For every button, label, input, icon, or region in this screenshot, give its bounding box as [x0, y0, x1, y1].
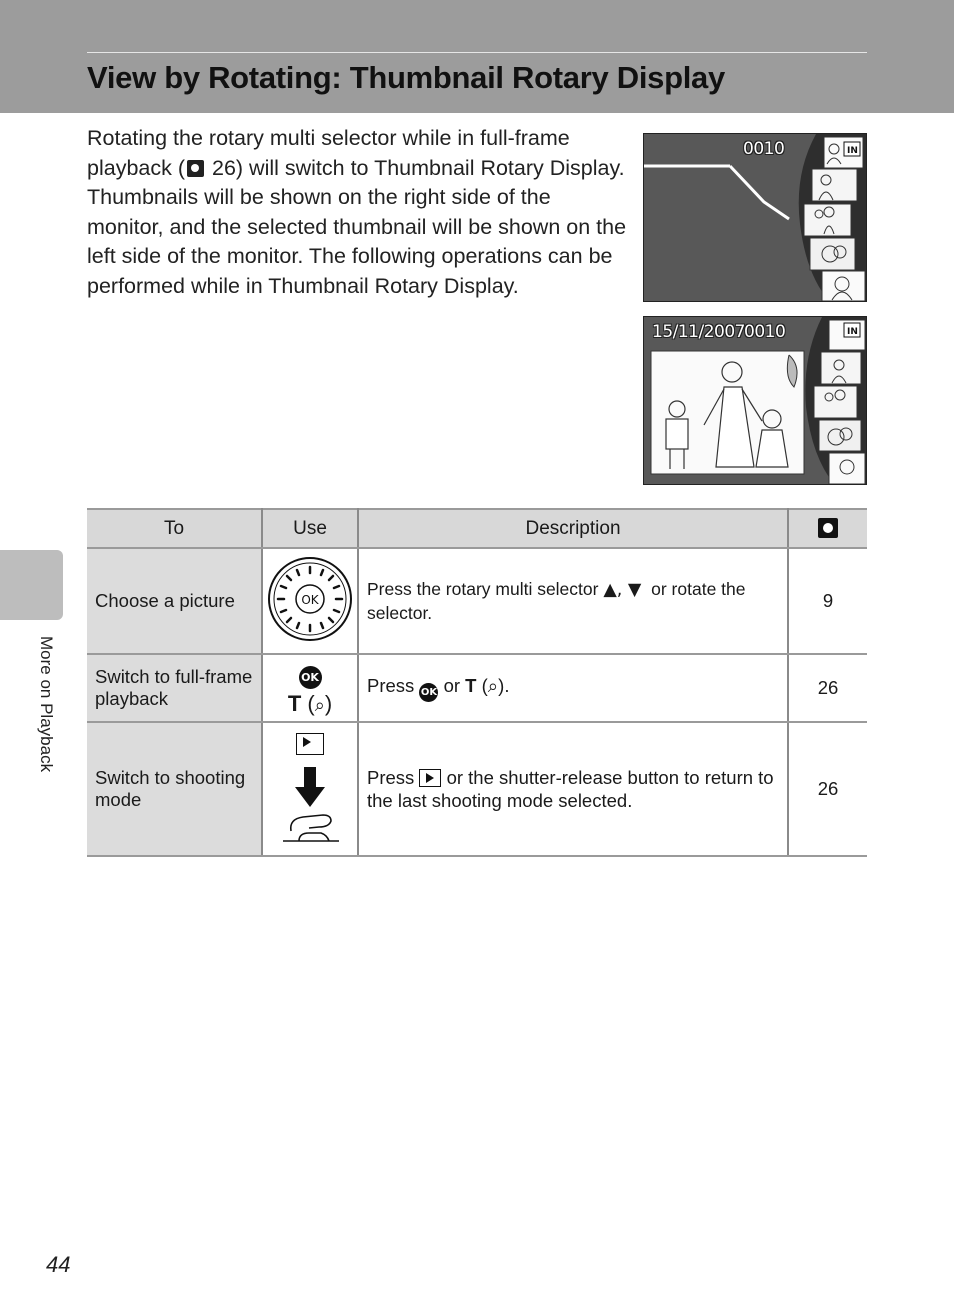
row-action: Switch to full-frame playback [87, 654, 262, 722]
rotary-display-screen-bottom [643, 316, 867, 485]
row-page: 9 [788, 548, 867, 654]
page-header-band [0, 0, 954, 113]
header-page [788, 509, 867, 548]
page-number: 44 [46, 1252, 71, 1277]
shutter-release-icon [279, 811, 341, 845]
row-action: Switch to shooting mode [87, 722, 262, 856]
header-description: Description [358, 509, 788, 548]
row-description [358, 548, 788, 654]
row-action: Choose a picture [87, 548, 262, 654]
paren-open: ( [307, 690, 315, 716]
rotary-display-illustration [644, 134, 866, 301]
table-row [87, 654, 867, 722]
page-title: View by Rotating: Thumbnail Rotary Display [87, 60, 725, 95]
magnifier-icon: ⌕ [314, 694, 325, 715]
row-page: 26 [788, 654, 867, 722]
intro-ref-page: 26 [211, 155, 236, 180]
paren-open: ( [481, 675, 488, 696]
description-text: Press [367, 767, 415, 788]
row-page: 26 [788, 722, 867, 856]
page-reference-icon [187, 160, 204, 177]
operations-table [87, 508, 867, 857]
rotary-display-screen-top [643, 133, 867, 302]
header-use: Use [262, 509, 358, 548]
description-text: or [443, 675, 461, 696]
zoom-t-icon: T [465, 675, 477, 696]
row-use [262, 654, 358, 722]
rotary-multi-selector-icon [267, 556, 353, 642]
header-rule [87, 52, 867, 53]
down-arrow-icon [295, 767, 325, 809]
up-down-arrows-icon: ▲, ▼ [603, 579, 642, 600]
description-text: or rotate the selector. [367, 578, 746, 623]
date-readout: 15/11/2007 [652, 322, 745, 342]
description-text: ). [498, 675, 510, 696]
section-label: More on Playback [37, 636, 56, 773]
description-text: or the shutter-release button to return to the last shooting mode selected. [367, 767, 774, 811]
row-description [358, 722, 788, 856]
row-use [262, 548, 358, 654]
ok-label: OK [301, 592, 319, 607]
intro-paragraph [87, 124, 632, 301]
zoom-t-icon: T [287, 690, 302, 716]
magnifier-icon: ⌕ [487, 675, 499, 696]
playback-button-icon [296, 733, 324, 755]
page-reference-icon [818, 518, 838, 538]
intro-text-b: ) will switch to Thumbnail Rotary Display. Thumbnails will be shown on the right side of the monitor, and the selected thumbnail will be shown on the left side of the monitor. The following operations can be performed while in Thumbnail Rotary Display. [87, 155, 627, 298]
table-row [87, 722, 867, 856]
rotary-display-illustration-selected [644, 317, 866, 484]
svg-text:IN: IN [847, 327, 858, 337]
description-text: Press [367, 675, 415, 696]
file-number-readout: 0010 [744, 322, 786, 342]
table-header-row [87, 509, 867, 548]
ok-button-icon: OK [299, 666, 322, 689]
row-use [262, 722, 358, 856]
playback-button-icon [419, 769, 441, 787]
ok-button-icon: OK [419, 683, 438, 702]
row-description [358, 654, 788, 722]
intro-text-a: Rotating the rotary multi selector while in full-frame playback ( [87, 126, 570, 180]
header-to: To [87, 509, 262, 548]
paren-close: ) [324, 690, 333, 716]
svg-text:IN: IN [847, 146, 858, 156]
file-number-readout: 0010 [743, 139, 785, 159]
section-tab [0, 550, 63, 620]
table-row [87, 548, 867, 654]
description-text: Press the rotary multi selector [367, 578, 599, 599]
